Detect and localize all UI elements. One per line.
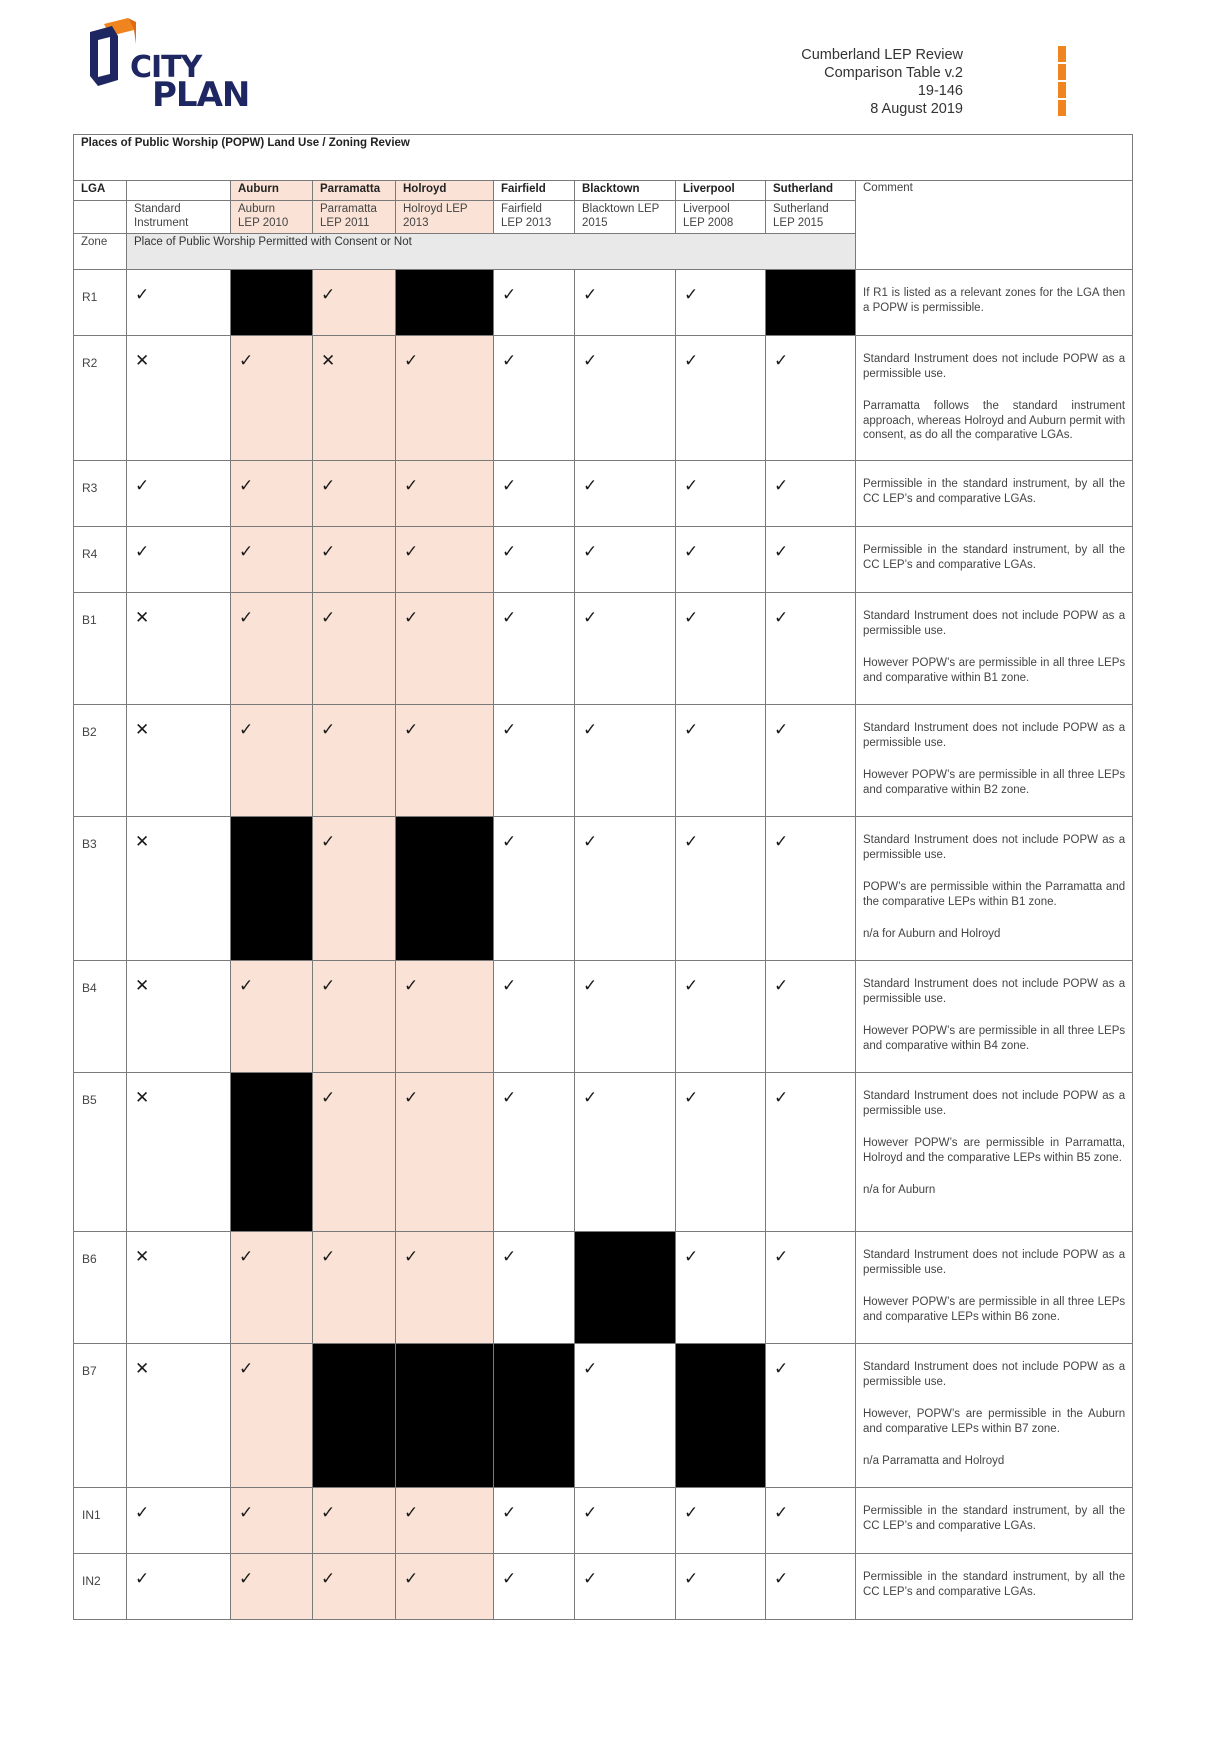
permitted-check-icon: ✓: [494, 593, 575, 705]
comment-paragraph: Standard Instrument does not include POPW as a permissible use.: [863, 722, 1126, 749]
column-sub-line2: LEP 2010: [238, 217, 289, 229]
comment-cell: [856, 705, 1133, 817]
permitted-check-icon: ✓: [127, 270, 231, 336]
permitted-check-icon: ✓: [676, 817, 766, 961]
column-sub-line1: Auburn: [238, 203, 276, 215]
permitted-check-icon: ✓: [313, 817, 396, 961]
column-subheader-liverpool: [676, 201, 766, 234]
permitted-check-icon: ✓: [676, 336, 766, 461]
logo-word-city: CITY: [130, 50, 202, 85]
comment-paragraph: Permissible in the standard instrument, by all the CC LEP’s and comparative LGAs.: [863, 544, 1126, 571]
permitted-check-icon: ✓: [494, 1073, 575, 1232]
comment-paragraph: However POPW’s are permissible in all three LEPs and comparative within B4 zone.: [863, 1025, 1126, 1052]
comment-paragraph: n/a for Auburn and Holroyd: [863, 928, 1001, 940]
permitted-check-icon: ✓: [494, 961, 575, 1073]
table-row-in2: [74, 1554, 1133, 1620]
not-permitted-cross-icon: ✕: [127, 817, 231, 961]
table-row-b3: [74, 817, 1133, 961]
permitted-check-icon: ✓: [766, 593, 856, 705]
comment-paragraph: Permissible in the standard instrument, by all the CC LEP’s and comparative LGAs.: [863, 1505, 1126, 1532]
column-sub-line2: 2015: [582, 217, 608, 229]
zone-code: R4: [74, 527, 127, 593]
not-applicable-cell: [766, 270, 856, 336]
permitted-check-icon: ✓: [494, 1488, 575, 1554]
permitted-check-icon: ✓: [676, 461, 766, 527]
table-row-in1: [74, 1488, 1133, 1554]
zone-code: R1: [74, 270, 127, 336]
permitted-check-icon: ✓: [313, 1232, 396, 1344]
column-sub-line1: Liverpool: [683, 203, 730, 215]
comment-paragraph: Parramatta follows the standard instrument approach, whereas Holroyd and Auburn permit with consent, as do all the comparative LGAs.: [863, 400, 1126, 441]
table-row-r1: [74, 270, 1133, 336]
permitted-check-icon: ✓: [676, 1554, 766, 1620]
permitted-check-icon: ✓: [231, 461, 313, 527]
not-applicable-cell: [676, 1344, 766, 1488]
permitted-check-icon: ✓: [575, 336, 676, 461]
permitted-check-icon: ✓: [766, 1554, 856, 1620]
comment-cell: [856, 270, 1133, 336]
table-row-r2: [74, 336, 1133, 461]
popw-zoning-review-table: [73, 134, 1133, 1620]
not-applicable-cell: [231, 1073, 313, 1232]
column-subheader-holroyd: [396, 201, 494, 234]
column-header-fairfield: Fairfield: [494, 181, 575, 201]
permitted-check-icon: ✓: [676, 1232, 766, 1344]
permitted-check-icon: ✓: [575, 1554, 676, 1620]
table-row-b4: [74, 961, 1133, 1073]
comment-cell: [856, 593, 1133, 705]
comment-paragraph: If R1 is listed as a relevant zones for the LGA then a POPW is permissible.: [863, 287, 1126, 314]
zone-code: B5: [74, 1073, 127, 1232]
column-header-standard-instrument: [127, 181, 231, 201]
column-sub-line1: Standard: [134, 203, 181, 215]
lga-label: LGA: [74, 181, 127, 201]
column-subheader-auburn: [231, 201, 313, 234]
permitted-check-icon: ✓: [766, 1344, 856, 1488]
comment-paragraph: However POPW’s are permissible in all three LEPs and comparative within B1 zone.: [863, 657, 1126, 684]
not-applicable-cell: [396, 270, 494, 336]
permitted-check-icon: ✓: [127, 1554, 231, 1620]
zone-description: Place of Public Worship Permitted with Consent or Not: [127, 234, 856, 270]
comment-paragraph: Permissible in the standard instrument, by all the CC LEP’s and comparative LGAs.: [863, 1571, 1126, 1598]
not-applicable-cell: [494, 1344, 575, 1488]
column-header-holroyd: Holroyd: [396, 181, 494, 201]
zone-code: B2: [74, 705, 127, 817]
not-permitted-cross-icon: ✕: [127, 1232, 231, 1344]
not-permitted-cross-icon: ✕: [127, 1073, 231, 1232]
permitted-check-icon: ✓: [575, 270, 676, 336]
comment-paragraph: Standard Instrument does not include POPW as a permissible use.: [863, 1090, 1126, 1117]
permitted-check-icon: ✓: [231, 527, 313, 593]
table-title: Places of Public Worship (POPW) Land Use / Zoning Review: [74, 135, 1133, 181]
permitted-check-icon: ✓: [494, 270, 575, 336]
header-accent-bar: [1058, 46, 1066, 116]
comment-paragraph: However, POPW’s are permissible in the Auburn and comparative LEPs within B7 zone.: [863, 1408, 1126, 1435]
permitted-check-icon: ✓: [575, 1344, 676, 1488]
column-sub-line1: Blacktown LEP: [582, 203, 660, 215]
permitted-check-icon: ✓: [575, 593, 676, 705]
permitted-check-icon: ✓: [766, 1488, 856, 1554]
comment-paragraph: Standard Instrument does not include POPW as a permissible use.: [863, 834, 1126, 861]
permitted-check-icon: ✓: [575, 705, 676, 817]
column-sub-line2: LEP 2015: [773, 217, 824, 229]
column-subheader-standard-instrument: [127, 201, 231, 234]
permitted-check-icon: ✓: [676, 1488, 766, 1554]
permitted-check-icon: ✓: [231, 705, 313, 817]
header-job-number: 19-146: [917, 83, 963, 99]
permitted-check-icon: ✓: [676, 270, 766, 336]
permitted-check-icon: ✓: [313, 461, 396, 527]
permitted-check-icon: ✓: [231, 1488, 313, 1554]
permitted-check-icon: ✓: [313, 1073, 396, 1232]
comment-paragraph: Standard Instrument does not include POPW as a permissible use.: [863, 610, 1126, 637]
comment-cell: [856, 1554, 1133, 1620]
permitted-check-icon: ✓: [127, 461, 231, 527]
column-sub-line2: Instrument: [134, 217, 189, 229]
permitted-check-icon: ✓: [494, 1554, 575, 1620]
comment-column-header: Comment: [856, 181, 1133, 270]
comment-cell: [856, 461, 1133, 527]
zone-code: B6: [74, 1232, 127, 1344]
zone-code: IN1: [74, 1488, 127, 1554]
permitted-check-icon: ✓: [766, 336, 856, 461]
zone-code: B7: [74, 1344, 127, 1488]
permitted-check-icon: ✓: [231, 1344, 313, 1488]
column-sub-line1: Sutherland: [773, 203, 829, 215]
column-subheader-blacktown: [575, 201, 676, 234]
permitted-check-icon: ✓: [396, 961, 494, 1073]
comment-cell: [856, 1488, 1133, 1554]
not-applicable-cell: [231, 270, 313, 336]
city-plan-logo: [90, 18, 250, 115]
permitted-check-icon: ✓: [313, 1554, 396, 1620]
column-header-liverpool: Liverpool: [676, 181, 766, 201]
permitted-check-icon: ✓: [676, 593, 766, 705]
document-header-info: [801, 46, 963, 118]
not-permitted-cross-icon: ✕: [127, 336, 231, 461]
permitted-check-icon: ✓: [396, 461, 494, 527]
column-subheader-fairfield: [494, 201, 575, 234]
column-sub-line1: Parramatta: [320, 203, 377, 215]
zone-code: B3: [74, 817, 127, 961]
permitted-check-icon: ✓: [396, 593, 494, 705]
not-permitted-cross-icon: ✕: [313, 336, 396, 461]
not-permitted-cross-icon: ✕: [127, 961, 231, 1073]
table-row-b5: [74, 1073, 1133, 1232]
permitted-check-icon: ✓: [766, 461, 856, 527]
permitted-check-icon: ✓: [396, 1488, 494, 1554]
permitted-check-icon: ✓: [676, 1073, 766, 1232]
column-sub-line1: Holroyd LEP: [403, 203, 468, 215]
not-permitted-cross-icon: ✕: [127, 705, 231, 817]
lga-sub-blank: [74, 201, 127, 234]
header-date: 8 August 2019: [870, 101, 963, 117]
permitted-check-icon: ✓: [396, 336, 494, 461]
not-applicable-cell: [575, 1232, 676, 1344]
comment-cell: [856, 961, 1133, 1073]
not-permitted-cross-icon: ✕: [127, 1344, 231, 1488]
comment-cell: [856, 336, 1133, 461]
permitted-check-icon: ✓: [766, 705, 856, 817]
comment-paragraph: However POPW’s are permissible in all three LEPs and comparative within B2 zone.: [863, 769, 1126, 796]
column-sub-line2: LEP 2008: [683, 217, 734, 229]
comment-paragraph: n/a for Auburn: [863, 1184, 936, 1196]
permitted-check-icon: ✓: [494, 336, 575, 461]
permitted-check-icon: ✓: [396, 527, 494, 593]
permitted-check-icon: ✓: [231, 593, 313, 705]
column-header-parramatta: Parramatta: [313, 181, 396, 201]
permitted-check-icon: ✓: [313, 705, 396, 817]
column-header-auburn: Auburn: [231, 181, 313, 201]
permitted-check-icon: ✓: [575, 817, 676, 961]
permitted-check-icon: ✓: [313, 527, 396, 593]
permitted-check-icon: ✓: [575, 461, 676, 527]
comment-cell: [856, 1073, 1133, 1232]
table-row-b1: [74, 593, 1133, 705]
comment-cell: [856, 1232, 1133, 1344]
column-subheader-sutherland: [766, 201, 856, 234]
table-row-b2: [74, 705, 1133, 817]
permitted-check-icon: ✓: [127, 1488, 231, 1554]
permitted-check-icon: ✓: [575, 961, 676, 1073]
permitted-check-icon: ✓: [396, 1232, 494, 1344]
permitted-check-icon: ✓: [231, 961, 313, 1073]
table-row-r4: [74, 527, 1133, 593]
logo-word-plan: PLAN: [152, 75, 250, 115]
permitted-check-icon: ✓: [313, 593, 396, 705]
permitted-check-icon: ✓: [127, 527, 231, 593]
permitted-check-icon: ✓: [676, 705, 766, 817]
permitted-check-icon: ✓: [313, 270, 396, 336]
column-subheader-parramatta: [313, 201, 396, 234]
comment-paragraph: n/a Parramatta and Holroyd: [863, 1455, 1005, 1467]
comment-paragraph: Standard Instrument does not include POPW as a permissible use.: [863, 978, 1126, 1005]
comment-paragraph: However POPW’s are permissible in Parramatta, Holroyd and the comparative LEPs within B5 zone.: [863, 1137, 1126, 1164]
table-row-r3: [74, 461, 1133, 527]
not-applicable-cell: [396, 817, 494, 961]
not-applicable-cell: [396, 1344, 494, 1488]
column-sub-line2: 2013: [403, 217, 429, 229]
column-header-sutherland: Sutherland: [766, 181, 856, 201]
column-header-blacktown: Blacktown: [575, 181, 676, 201]
zone-code: R3: [74, 461, 127, 527]
permitted-check-icon: ✓: [231, 1554, 313, 1620]
column-sub-line2: LEP 2013: [501, 217, 552, 229]
table-row-b6: [74, 1232, 1133, 1344]
permitted-check-icon: ✓: [575, 1488, 676, 1554]
permitted-check-icon: ✓: [396, 1073, 494, 1232]
not-applicable-cell: [313, 1344, 396, 1488]
permitted-check-icon: ✓: [575, 527, 676, 593]
permitted-check-icon: ✓: [313, 1488, 396, 1554]
comment-cell: [856, 1344, 1133, 1488]
permitted-check-icon: ✓: [494, 461, 575, 527]
permitted-check-icon: ✓: [494, 527, 575, 593]
header-document-version: Comparison Table v.2: [824, 65, 963, 81]
header-project-title: Cumberland LEP Review: [801, 47, 963, 63]
permitted-check-icon: ✓: [766, 527, 856, 593]
comment-paragraph: Standard Instrument does not include POPW as a permissible use.: [863, 1361, 1126, 1388]
not-permitted-cross-icon: ✕: [127, 593, 231, 705]
permitted-check-icon: ✓: [575, 1073, 676, 1232]
comment-cell: [856, 527, 1133, 593]
not-applicable-cell: [231, 817, 313, 961]
permitted-check-icon: ✓: [766, 1232, 856, 1344]
permitted-check-icon: ✓: [676, 527, 766, 593]
comment-paragraph: Standard Instrument does not include POPW as a permissible use.: [863, 1249, 1126, 1276]
permitted-check-icon: ✓: [766, 1073, 856, 1232]
permitted-check-icon: ✓: [396, 1554, 494, 1620]
permitted-check-icon: ✓: [231, 336, 313, 461]
comment-paragraph: Standard Instrument does not include POPW as a permissible use.: [863, 353, 1126, 380]
column-sub-line2: LEP 2011: [320, 217, 370, 229]
comment-paragraph: POPW’s are permissible within the Parramatta and the comparative LEPs within B1 zone.: [863, 881, 1126, 908]
zone-code: B4: [74, 961, 127, 1073]
permitted-check-icon: ✓: [231, 1232, 313, 1344]
permitted-check-icon: ✓: [766, 961, 856, 1073]
comment-cell: [856, 817, 1133, 961]
permitted-check-icon: ✓: [676, 961, 766, 1073]
column-sub-line1: Fairfield: [501, 203, 542, 215]
zone-code: IN2: [74, 1554, 127, 1620]
permitted-check-icon: ✓: [766, 817, 856, 961]
permitted-check-icon: ✓: [494, 1232, 575, 1344]
permitted-check-icon: ✓: [494, 817, 575, 961]
zone-label: Zone: [74, 234, 127, 270]
comment-paragraph: However POPW’s are permissible in all three LEPs and comparative LEPs within B6 zone.: [863, 1296, 1126, 1323]
permitted-check-icon: ✓: [494, 705, 575, 817]
table-row-b7: [74, 1344, 1133, 1488]
comment-paragraph: Permissible in the standard instrument, by all the CC LEP’s and comparative LGAs.: [863, 478, 1126, 505]
permitted-check-icon: ✓: [396, 705, 494, 817]
permitted-check-icon: ✓: [313, 961, 396, 1073]
zone-code: R2: [74, 336, 127, 461]
zone-code: B1: [74, 593, 127, 705]
